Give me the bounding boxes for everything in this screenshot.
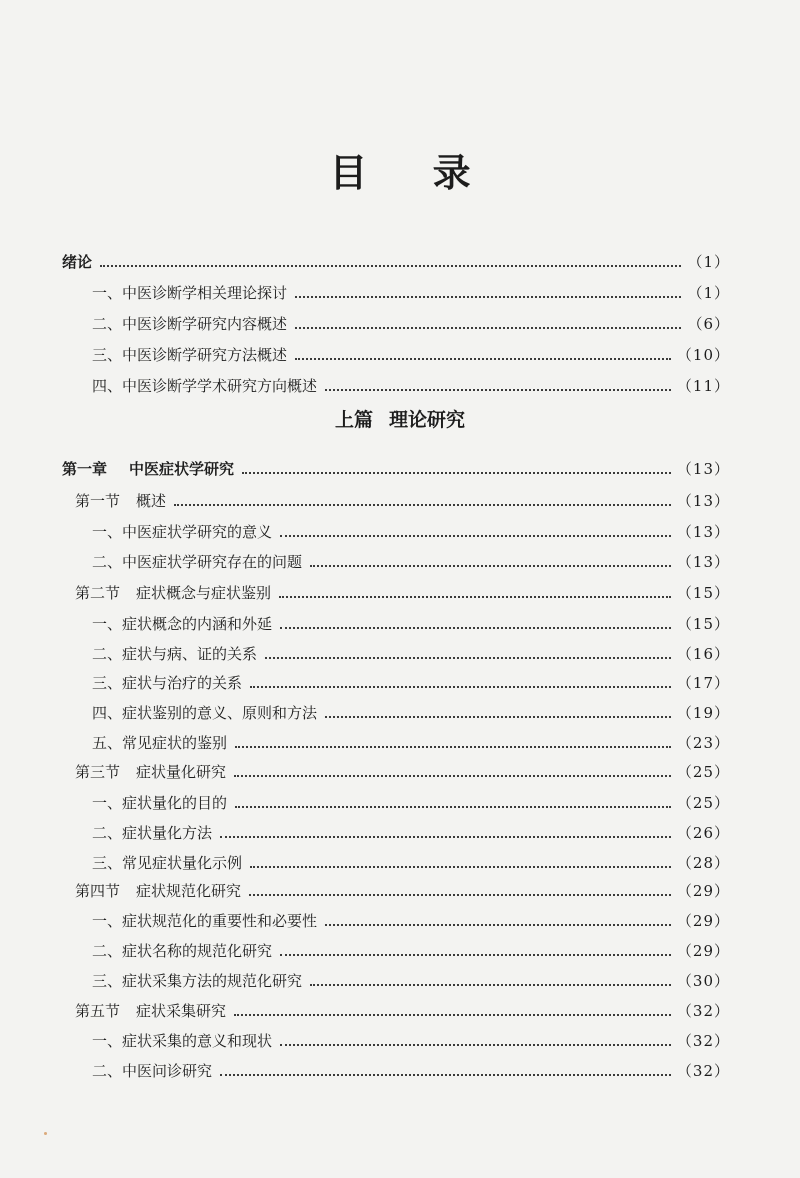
toc-entry-section [75, 993, 730, 1021]
dot-leader [325, 924, 671, 926]
toc-entry-label [92, 376, 317, 396]
toc-entry-item [92, 665, 730, 693]
toc-entry-item [92, 815, 730, 843]
toc-entry-item [92, 275, 730, 303]
toc-entry-label [92, 733, 227, 753]
toc-entry-section [75, 873, 730, 901]
toc-entry-item [92, 306, 730, 334]
dot-leader [250, 866, 671, 868]
toc-entry-title: 二、症状量化方法 [92, 824, 213, 842]
toc-entry-title: 四、症状鉴别的意义、原则和方法 [92, 704, 318, 722]
toc-entry-label [92, 345, 287, 365]
toc-entry-label [92, 552, 302, 572]
toc-entry-item [92, 636, 730, 664]
toc-entry-title: 第五节 [75, 1002, 121, 1020]
toc-entry-item [92, 903, 730, 931]
toc-page-number: （29） [676, 942, 730, 960]
toc-entry-title: 绪论 [62, 253, 93, 271]
toc-entry-label [92, 971, 302, 991]
toc-entry-label [75, 881, 241, 901]
toc-entry-title: 第三节 [75, 763, 121, 781]
dot-leader [279, 596, 671, 598]
part-label: 上篇 [334, 409, 373, 431]
toc-entry-title: 四、中医诊断学学术研究方向概述 [92, 377, 318, 395]
dot-leader [325, 389, 671, 391]
toc-entry-label [92, 644, 257, 664]
toc-entry-label [92, 673, 242, 693]
toc-entry-item [92, 368, 730, 396]
toc-page-number: （13） [676, 492, 730, 510]
toc-page-number: （28） [676, 854, 730, 872]
toc-entry-item [92, 514, 730, 542]
toc-entry-item [92, 337, 730, 365]
dot-leader [280, 954, 671, 956]
dot-leader [234, 775, 671, 777]
toc-entry-title: 第四节 [75, 882, 121, 900]
toc-entry-label [75, 1001, 226, 1021]
toc-entry-chapter [62, 451, 730, 479]
dot-leader [265, 657, 671, 659]
toc-entry-label [92, 853, 242, 873]
toc-entry-label [92, 703, 317, 723]
toc-entry-subtitle: 症状采集研究 [136, 1002, 227, 1020]
toc-entry-item [92, 544, 730, 572]
toc-page-number: （15） [676, 615, 730, 633]
toc-entry-subtitle: 中医症状学研究 [129, 460, 235, 478]
toc-entry-item [92, 933, 730, 961]
toc-page-number: （32） [676, 1002, 730, 1020]
toc-entry-label [92, 793, 227, 813]
toc-page-number: （26） [676, 824, 730, 842]
toc-entry-subtitle: 概述 [136, 492, 167, 510]
toc-entry-label [92, 283, 287, 303]
toc-entry-title: 五、常见症状的鉴别 [92, 734, 228, 752]
toc-page-number: （16） [676, 645, 730, 663]
toc-entry-title: 一、症状采集的意义和现状 [92, 1032, 273, 1050]
toc-page-number: （6） [687, 315, 730, 333]
toc-page-number: （13） [676, 523, 730, 541]
dot-leader [235, 806, 671, 808]
toc-page-number: （32） [676, 1062, 730, 1080]
dot-leader [235, 746, 671, 748]
dot-leader [242, 472, 671, 474]
dot-leader [310, 565, 671, 567]
dot-leader [325, 716, 671, 718]
toc-entry-title: 第二节 [75, 584, 121, 602]
dot-leader [280, 627, 671, 629]
dot-leader [310, 984, 671, 986]
toc-entry-subtitle: 症状规范化研究 [136, 882, 242, 900]
dot-leader [234, 1014, 671, 1016]
toc-entry-section [75, 754, 730, 782]
toc-entry-item [92, 845, 730, 873]
toc-page-number: （25） [676, 794, 730, 812]
page-title: 目 录 [329, 150, 497, 195]
toc-entry-item [92, 1053, 730, 1081]
dot-leader [295, 327, 681, 329]
toc-entry-title: 一、症状量化的目的 [92, 794, 228, 812]
toc-entry-title: 第一章 [62, 460, 108, 478]
toc-page-number: （30） [676, 972, 730, 990]
toc-entry-label [92, 911, 317, 931]
toc-entry-item [92, 1023, 730, 1051]
toc-entry-label [62, 252, 92, 272]
toc-entry-label [92, 823, 212, 843]
dot-leader [295, 358, 671, 360]
toc-entry-title: 一、症状概念的内涵和外延 [92, 615, 273, 633]
toc-entry-item [92, 963, 730, 991]
dot-leader [280, 1044, 671, 1046]
toc-entry-label [75, 491, 166, 511]
toc-entry-title: 二、中医症状学研究存在的问题 [92, 553, 303, 571]
toc-entry-label [92, 614, 272, 634]
toc-entry-item [92, 725, 730, 753]
toc-entry-title: 二、症状名称的规范化研究 [92, 942, 273, 960]
toc-entry-title: 一、中医诊断学相关理论探讨 [92, 284, 288, 302]
toc-page-number: （10） [676, 346, 730, 364]
toc-page-number: （17） [676, 674, 730, 692]
toc-page-number: （29） [676, 882, 730, 900]
toc-entry-title: 三、症状与治疗的关系 [92, 674, 243, 692]
part-name: 理论研究 [389, 409, 466, 431]
toc-entry-label [92, 941, 272, 961]
toc-entry-item [92, 695, 730, 723]
toc-entry-label [62, 459, 234, 479]
toc-entry-label [92, 522, 272, 542]
toc-entry-title: 二、症状与病、证的关系 [92, 645, 258, 663]
toc-entry-label [92, 1061, 212, 1081]
toc-entry-chapter [62, 244, 730, 272]
dot-leader [250, 686, 671, 688]
toc-entry-title: 第一节 [75, 492, 121, 510]
toc-entry-item [92, 785, 730, 813]
paper-fleck [44, 1132, 47, 1135]
toc-page-number: （29） [676, 912, 730, 930]
toc-page-number: （13） [676, 553, 730, 571]
toc-entry-label [75, 762, 226, 782]
dot-leader [220, 836, 671, 838]
toc-page-number: （15） [676, 584, 730, 602]
toc-entry-item [92, 606, 730, 634]
toc-entry-section [75, 575, 730, 603]
toc-entry-title: 三、中医诊断学研究方法概述 [92, 346, 288, 364]
dot-leader [249, 894, 671, 896]
toc-page-number: （19） [676, 704, 730, 722]
toc-entry-label [92, 314, 287, 334]
dot-leader [100, 265, 681, 267]
dot-leader [174, 504, 671, 506]
toc-entry-subtitle: 症状概念与症状鉴别 [136, 584, 272, 602]
toc-entry-label [75, 583, 271, 603]
toc-entry-label [92, 1031, 272, 1051]
toc-entry-subtitle: 症状量化研究 [136, 763, 227, 781]
toc-page-number: （11） [676, 377, 730, 395]
dot-leader [280, 535, 671, 537]
toc-entry-title: 一、中医症状学研究的意义 [92, 523, 273, 541]
toc-entry-title: 二、中医问诊研究 [92, 1062, 213, 1080]
toc-entry-title: 二、中医诊断学研究内容概述 [92, 315, 288, 333]
toc-entry-title: 三、症状采集方法的规范化研究 [92, 972, 303, 990]
toc-entry-title: 三、常见症状量化示例 [92, 854, 243, 872]
toc-entry-title: 一、症状规范化的重要性和必要性 [92, 912, 318, 930]
toc-page-number: （13） [676, 460, 730, 478]
toc-page-number: （25） [676, 763, 730, 781]
toc-entry-section [75, 483, 730, 511]
toc-page-number: （23） [676, 734, 730, 752]
toc-page-number: （32） [676, 1032, 730, 1050]
dot-leader [295, 296, 681, 298]
dot-leader [220, 1074, 671, 1076]
toc-page-number: （1） [687, 253, 730, 271]
toc-page-number: （1） [687, 284, 730, 302]
